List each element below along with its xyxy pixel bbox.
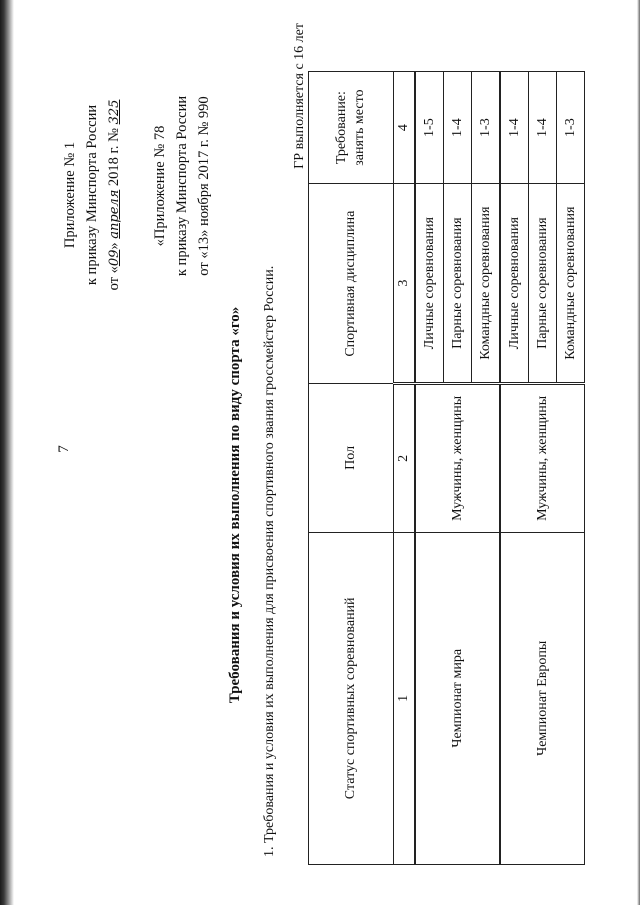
- column-number-row: [394, 72, 416, 865]
- handwritten-day: 09: [107, 249, 122, 267]
- discipline-cell: Парные соревнования: [529, 184, 557, 384]
- header-status: Статус спортивных соревнований: [309, 532, 394, 864]
- place-cell: 1-3: [557, 72, 585, 184]
- status-cell: Чемпионат Европы: [500, 532, 585, 864]
- reference-title: «Приложение № 78: [152, 125, 168, 247]
- column-number: 4: [394, 72, 416, 184]
- column-number: 1: [394, 532, 416, 864]
- place-cell: 1-4: [444, 72, 472, 184]
- column-number: 3: [394, 184, 416, 384]
- header-sex: Пол: [309, 384, 394, 533]
- document-title: Требования и условия их выполнения по виду спорта «го»: [227, 306, 243, 704]
- status-cell: Чемпионат мира: [415, 532, 500, 864]
- section-1-heading: 1. Требования и условия их выполнения для присвоения спортивного звания гроссмейстер России.: [262, 265, 277, 857]
- appendix-order-ref: к приказу Минспорта России: [84, 104, 100, 286]
- header-discipline: Спортивная дисциплина: [309, 184, 394, 384]
- table-row: [415, 72, 444, 865]
- place-cell: 1-5: [415, 72, 444, 184]
- handwritten-month: апреля: [107, 189, 122, 239]
- column-number: 2: [394, 384, 416, 533]
- discipline-cell: Парные соревнования: [444, 184, 472, 384]
- reference-order-ref: к приказу Минспорта России: [174, 95, 190, 277]
- table-note: ГР выполняется с 16 лет: [292, 23, 307, 169]
- place-cell: 1-4: [529, 72, 557, 184]
- discipline-cell: Личные соревнования: [415, 184, 444, 384]
- discipline-cell: Командные соревнования: [472, 184, 501, 384]
- header-requirement: Требование: занять место: [309, 72, 394, 184]
- reference-header: [149, 66, 215, 306]
- discipline-cell: Личные соревнования: [500, 184, 529, 384]
- appendix-order-date: от «09» апреля 2018 г. № 325: [106, 99, 122, 291]
- appendix-header: [59, 45, 126, 345]
- table-header-row: [309, 72, 394, 865]
- sex-cell: Мужчины, женщины: [415, 384, 500, 533]
- reference-order-date: от «13» ноября 2017 г. № 990: [196, 96, 212, 276]
- page-number: 7: [56, 445, 72, 453]
- sex-cell: Мужчины, женщины: [500, 384, 585, 533]
- place-cell: 1-4: [500, 72, 529, 184]
- requirements-table: [308, 71, 585, 865]
- handwritten-order-number: 325: [107, 99, 122, 125]
- table-row: [500, 72, 529, 865]
- place-cell: 1-3: [472, 72, 501, 184]
- discipline-cell: Командные соревнования: [557, 184, 585, 384]
- appendix-title: Приложение № 1: [62, 141, 78, 249]
